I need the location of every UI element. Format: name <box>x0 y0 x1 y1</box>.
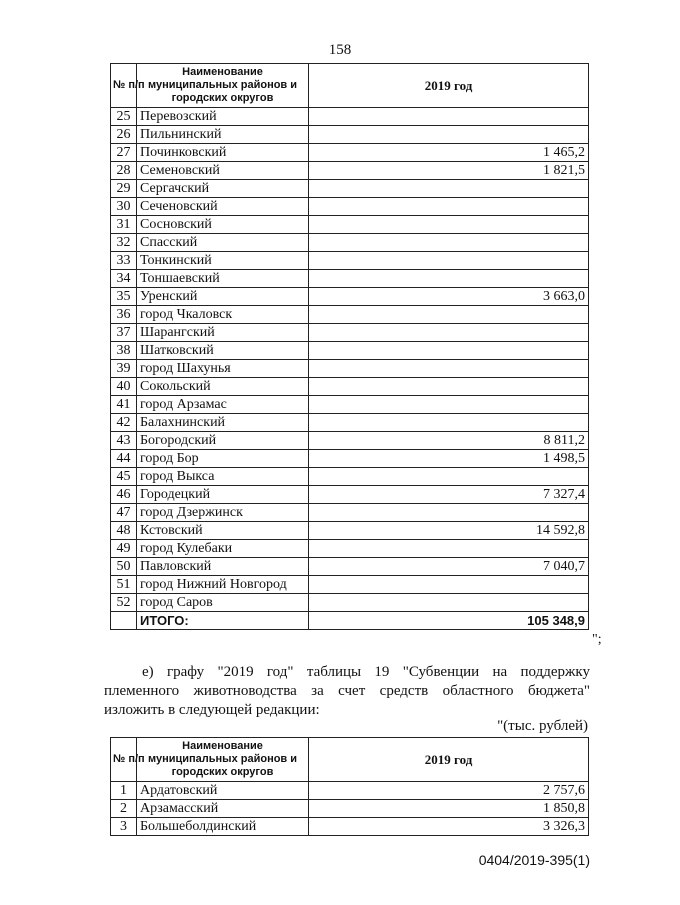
table-row <box>111 576 589 594</box>
row-name: город Дзержинск <box>137 504 309 522</box>
row-number: 31 <box>111 216 137 234</box>
row-number: 49 <box>111 540 137 558</box>
total-value: 105 348,9 <box>309 612 589 630</box>
row-value <box>309 216 589 234</box>
row-number: 40 <box>111 378 137 396</box>
row-number: 3 <box>111 818 137 836</box>
row-name: Тоншаевский <box>137 270 309 288</box>
header-name: Наименование муниципальных районов и городских округов <box>137 64 309 108</box>
row-number: 25 <box>111 108 137 126</box>
table-row <box>111 216 589 234</box>
row-name: Починковский <box>137 144 309 162</box>
row-number: 46 <box>111 486 137 504</box>
document-code: 0404/2019-395(1) <box>478 852 590 868</box>
row-value: 8 811,2 <box>309 432 589 450</box>
row-value: 14 592,8 <box>309 522 589 540</box>
table-row <box>111 540 589 558</box>
row-name: Богородский <box>137 432 309 450</box>
table-row <box>111 126 589 144</box>
row-name: Арзамасский <box>137 800 309 818</box>
row-value <box>309 252 589 270</box>
row-number: 1 <box>111 782 137 800</box>
row-number: 37 <box>111 324 137 342</box>
row-value <box>309 270 589 288</box>
table-row <box>111 288 589 306</box>
table-row <box>111 468 589 486</box>
row-value <box>309 540 589 558</box>
livestock-subsidies-table <box>110 737 589 836</box>
row-value: 1 465,2 <box>309 144 589 162</box>
table-row <box>111 270 589 288</box>
row-value <box>309 414 589 432</box>
row-name: город Чкаловск <box>137 306 309 324</box>
table-row <box>111 396 589 414</box>
total-number-cell <box>111 612 137 630</box>
table-row <box>111 180 589 198</box>
header-year: 2019 год <box>309 64 589 108</box>
row-name: город Выкса <box>137 468 309 486</box>
row-number: 32 <box>111 234 137 252</box>
total-row <box>111 612 589 630</box>
header-name: Наименование муниципальных районов и городских округов <box>137 738 309 782</box>
row-value <box>309 324 589 342</box>
row-name: Шарангский <box>137 324 309 342</box>
row-value <box>309 180 589 198</box>
table-row <box>111 144 589 162</box>
table-row <box>111 432 589 450</box>
row-name: Сергачский <box>137 180 309 198</box>
table-row <box>111 486 589 504</box>
row-number: 34 <box>111 270 137 288</box>
table-row <box>111 450 589 468</box>
row-name: Сосновский <box>137 216 309 234</box>
row-number: 48 <box>111 522 137 540</box>
row-name: Павловский <box>137 558 309 576</box>
table-row <box>111 108 589 126</box>
row-name: город Кулебаки <box>137 540 309 558</box>
row-name: Шатковский <box>137 342 309 360</box>
table-row <box>111 324 589 342</box>
table-row <box>111 414 589 432</box>
row-name: город Бор <box>137 450 309 468</box>
row-number: 38 <box>111 342 137 360</box>
row-number: 30 <box>111 198 137 216</box>
row-number: 36 <box>111 306 137 324</box>
row-value: 3 663,0 <box>309 288 589 306</box>
row-number: 43 <box>111 432 137 450</box>
row-value <box>309 342 589 360</box>
amendment-text: е) графу "2019 год" таблицы 19 "Субвенции на поддержку племенного животноводства за счет средств областного бюджета" изложить в следующей редакции: <box>104 664 590 718</box>
row-value: 3 326,3 <box>309 818 589 836</box>
row-number: 29 <box>111 180 137 198</box>
row-number: 45 <box>111 468 137 486</box>
row-number: 51 <box>111 576 137 594</box>
row-value: 2 757,6 <box>309 782 589 800</box>
table-row <box>111 782 589 800</box>
row-number: 47 <box>111 504 137 522</box>
row-name: Ардатовский <box>137 782 309 800</box>
row-name: Сокольский <box>137 378 309 396</box>
row-name: Городецкий <box>137 486 309 504</box>
amendment-paragraph <box>104 663 590 720</box>
row-value <box>309 504 589 522</box>
row-value <box>309 468 589 486</box>
page-number: 158 <box>328 42 352 58</box>
row-name: Балахнинский <box>137 414 309 432</box>
header-year: 2019 год <box>309 738 589 782</box>
row-number: 35 <box>111 288 137 306</box>
row-name: Перевозский <box>137 108 309 126</box>
table-header-row <box>111 64 589 108</box>
row-value <box>309 360 589 378</box>
row-name: город Саров <box>137 594 309 612</box>
closing-quote: "; <box>592 632 602 647</box>
table-row <box>111 198 589 216</box>
row-number: 28 <box>111 162 137 180</box>
row-value <box>309 198 589 216</box>
row-name: Тонкинский <box>137 252 309 270</box>
total-label: ИТОГО: <box>137 612 309 630</box>
row-name: Пильнинский <box>137 126 309 144</box>
row-value <box>309 108 589 126</box>
row-value <box>309 234 589 252</box>
row-name: Спасский <box>137 234 309 252</box>
row-value: 7 040,7 <box>309 558 589 576</box>
table-row <box>111 234 589 252</box>
row-value <box>309 378 589 396</box>
row-value <box>309 594 589 612</box>
row-number: 2 <box>111 800 137 818</box>
row-name: Большеболдинский <box>137 818 309 836</box>
row-name: Сеченовский <box>137 198 309 216</box>
table-row <box>111 342 589 360</box>
table-row <box>111 504 589 522</box>
row-value <box>309 306 589 324</box>
table-row <box>111 818 589 836</box>
row-number: 27 <box>111 144 137 162</box>
header-number: № п/п <box>111 738 137 782</box>
row-value: 1 498,5 <box>309 450 589 468</box>
row-number: 50 <box>111 558 137 576</box>
row-number: 39 <box>111 360 137 378</box>
table-header-row <box>111 738 589 782</box>
table-row <box>111 800 589 818</box>
row-number: 33 <box>111 252 137 270</box>
row-number: 26 <box>111 126 137 144</box>
row-value <box>309 396 589 414</box>
row-number: 42 <box>111 414 137 432</box>
row-number: 44 <box>111 450 137 468</box>
table-row <box>111 522 589 540</box>
table-row <box>111 360 589 378</box>
table-row <box>111 558 589 576</box>
units-label: "(тыс. рублей) <box>497 718 588 734</box>
row-name: Кстовский <box>137 522 309 540</box>
row-name: Уренский <box>137 288 309 306</box>
row-number: 41 <box>111 396 137 414</box>
row-name: Семеновский <box>137 162 309 180</box>
row-name: город Нижний Новгород <box>137 576 309 594</box>
row-number: 52 <box>111 594 137 612</box>
table-row <box>111 162 589 180</box>
row-value: 7 327,4 <box>309 486 589 504</box>
table-row <box>111 306 589 324</box>
header-number: № п/п <box>111 64 137 108</box>
row-value <box>309 126 589 144</box>
row-name: город Арзамас <box>137 396 309 414</box>
subsidies-table-continued <box>110 63 589 630</box>
row-value: 1 850,8 <box>309 800 589 818</box>
table-row <box>111 378 589 396</box>
row-value <box>309 576 589 594</box>
row-value: 1 821,5 <box>309 162 589 180</box>
table-row <box>111 252 589 270</box>
row-name: город Шахунья <box>137 360 309 378</box>
table-row <box>111 594 589 612</box>
